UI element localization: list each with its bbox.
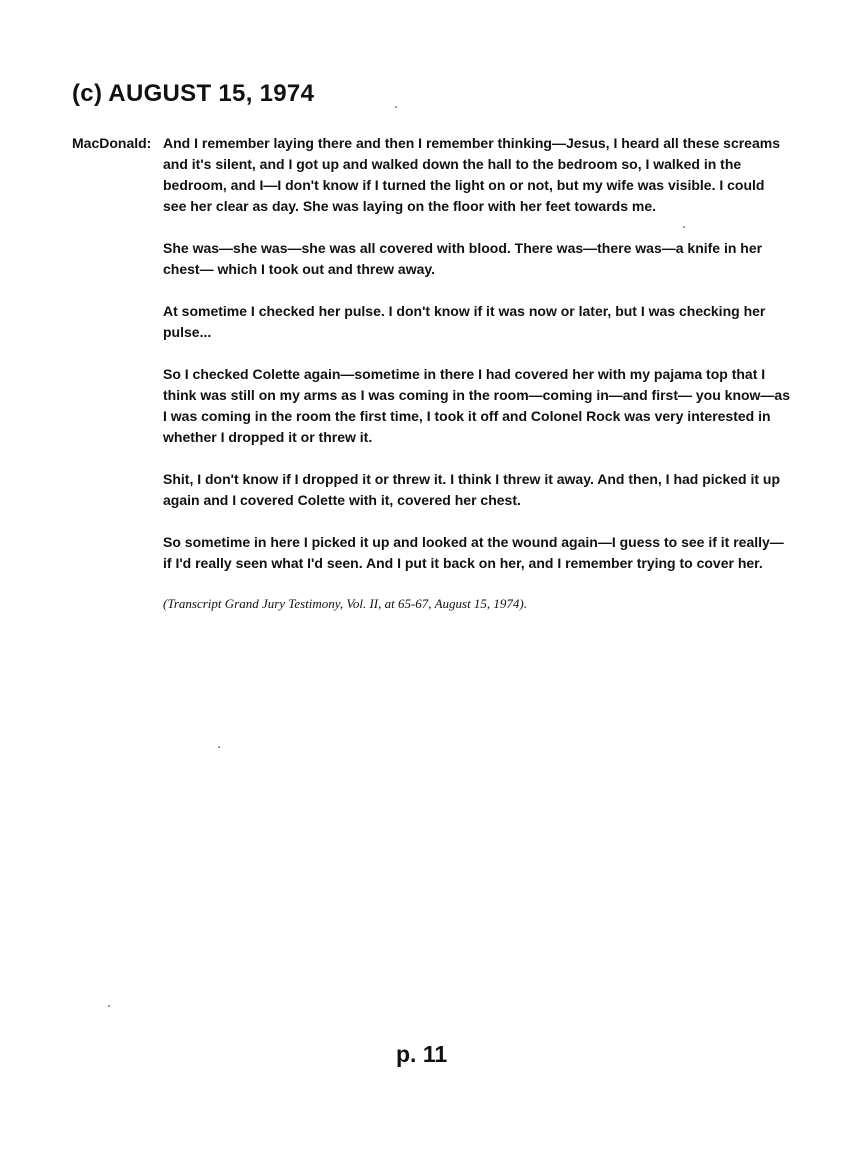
testimony-paragraph: So I checked Colette again—sometime in there I had covered her with my pajama top that I think was still on my arms as I was coming in the room—coming in—and first— you know—as I was coming in the room the first time, I took it off and Colonel Rock was very interested in whether I dropped it or threw it. [163, 366, 791, 445]
scan-speck [108, 1005, 110, 1007]
testimony-paragraph: So sometime in here I picked it up and looked at the wound again—I guess to see if it really—if I'd really seen what I'd seen. And I put it back on her, and I remember trying to cover her. [163, 534, 784, 571]
testimony-paragraph: At sometime I checked her pulse. I don't know if it was now or later, but I was checking her pulse... [163, 303, 766, 340]
scan-speck [395, 106, 397, 108]
section-heading: (c) AUGUST 15, 1974 [72, 80, 315, 107]
scan-speck [683, 226, 685, 228]
testimony-paragraph: And I remember laying there and then I remember thinking—Jesus, I heard all these screams and it's silent, and I got up and walked down the hall to the bedroom so, I walked in the bedroom, and I—I don't know if I turned the light on or not, but my wife was visible. I could see her clear as day. She was laying on the floor with her feet towards me. [163, 135, 780, 214]
testimony-paragraph: Shit, I don't know if I dropped it or threw it. I think I threw it away. And then, I had picked it up again and I covered Colette with it, covered her chest. [163, 471, 781, 508]
source-citation: (Transcript Grand Jury Testimony, Vol. II, at 65-67, August 15, 1974). [163, 596, 528, 611]
testimony-paragraph: She was—she was—she was all covered with blood. There was—there was—a knife in her chest— which I took out and threw away. [163, 240, 763, 277]
page-number: p. 11 [396, 1041, 448, 1067]
testimony-body [163, 133, 791, 613]
scan-speck [218, 746, 220, 748]
speaker-label: MacDonald: [72, 135, 152, 151]
